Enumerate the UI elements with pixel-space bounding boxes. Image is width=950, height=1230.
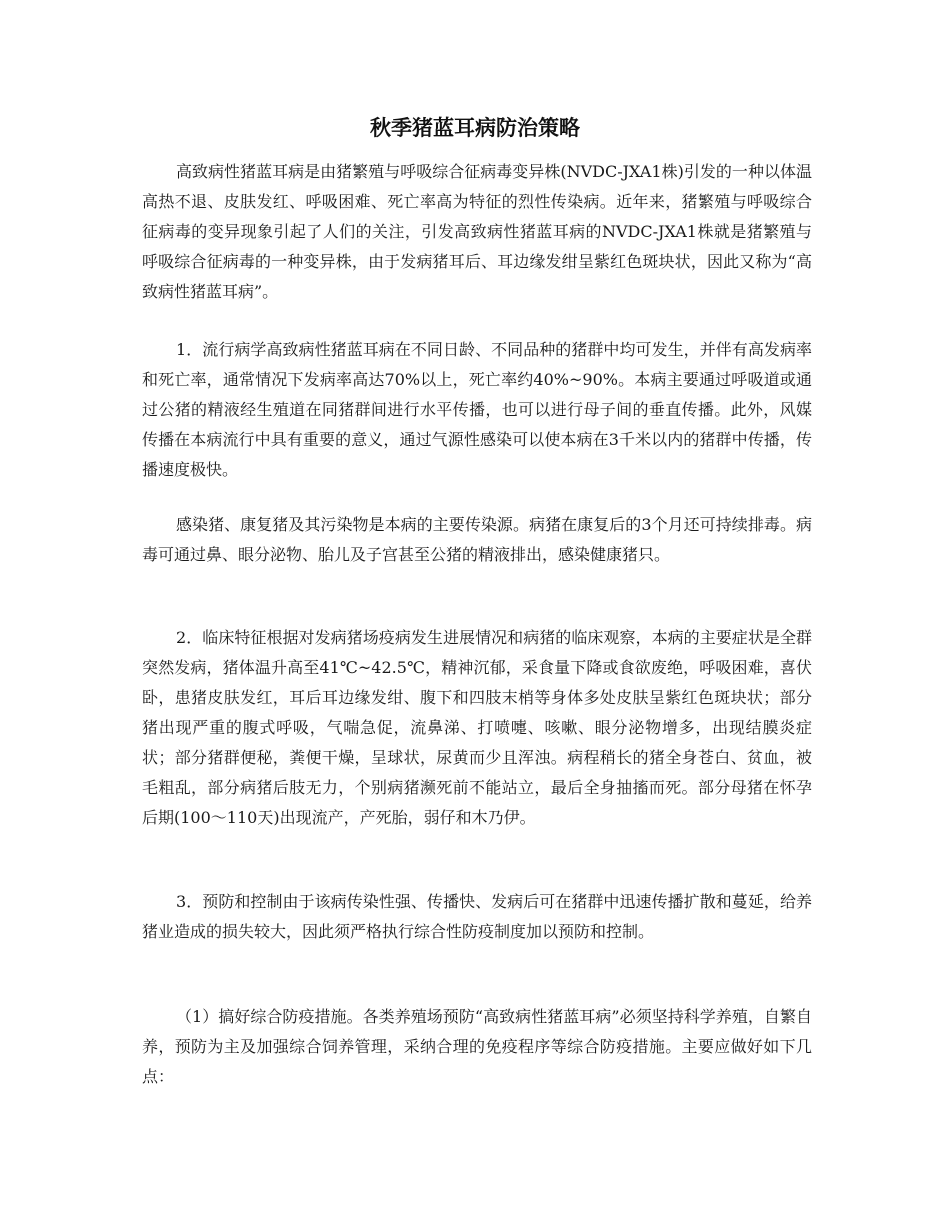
prevention-control-paragraph: 3．预防和控制由于该病传染性强、传播快、发病后可在猪群中迅速传播扩散和蔓延，给养猪业造成的损失较大，因此须严格执行综合性防疫制度加以预防和控制。 xyxy=(142,892,812,941)
document-title: 秋季猪蓝耳病防治策略 xyxy=(370,116,580,140)
epidemiology-paragraph: 1．流行病学高致病性猪蓝耳病在不同日龄、不同品种的猪群中均可发生，并伴有高发病率和死亡率，通常情况下发病率高达70%以上，死亡率约40%~90%。本病主要通过呼吸道或通过公猪的精液经生殖道在同猪群间进行水平传播，也可以进行母子间的垂直传播。此外，风媒传播在本病流行中具有重要的意义，通过气源性感染可以使本病在3千米以内的猪群中传播，传播速度极快。 xyxy=(142,340,812,479)
intro-paragraph: 高致病性猪蓝耳病是由猪繁殖与呼吸综合征病毒变异株(NVDC-JXA1株)引发的一种以体温高热不退、皮肤发红、呼吸困难、死亡率高为特征的烈性传染病。近年来，猪繁殖与呼吸综合征病毒的变异现象引起了人们的关注，引发高致病性猪蓝耳病的NVDC-JXA1株就是猪繁殖与呼吸综合征病毒的一种变异株，由于发病猪耳后、耳边缘发绀呈紫红色斑块状，因此又称为“高致病性猪蓝耳病”。 xyxy=(142,162,812,301)
clinical-features-paragraph: 2．临床特征根据对发病猪场疫病发生进展情况和病猪的临床观察，本病的主要症状是全群突然发病，猪体温升高至41℃~42.5℃，精神沉郁，采食量下降或食欲废绝，呼吸困难，喜伏卧，患猪皮肤发红，耳后耳边缘发绀、腹下和四肢末梢等身体多处皮肤呈紫红色斑块状；部分猪出现严重的腹式呼吸，气喘急促，流鼻涕、打喷嚏、咳嗽、眼分泌物增多，出现结膜炎症状；部分猪群便秘，粪便干燥，呈球状，尿黄而少且浑浊。病程稍长的猪全身苍白、贫血，被毛粗乱，部分病猪后肢无力，个别病猪濒死前不能站立，最后全身抽搐而死。部分母猪在怀孕后期(100～110天)出现流产，产死胎，弱仔和木乃伊。 xyxy=(142,628,812,827)
comprehensive-measures-paragraph: （1）搞好综合防疫措施。各类养殖场预防“高致病性猪蓝耳病”必须坚持科学养殖，自繁自养，预防为主及加强综合饲养管理，采纳合理的免疫程序等综合防疫措施。主要应做好如下几点： xyxy=(142,1007,812,1086)
infection-source-paragraph: 感染猪、康复猪及其污染物是本病的主要传染源。病猪在康复后的3个月还可持续排毒。病毒可通过鼻、眼分泌物、胎儿及子宫甚至公猪的精液排出，感染健康猪只。 xyxy=(142,515,812,564)
